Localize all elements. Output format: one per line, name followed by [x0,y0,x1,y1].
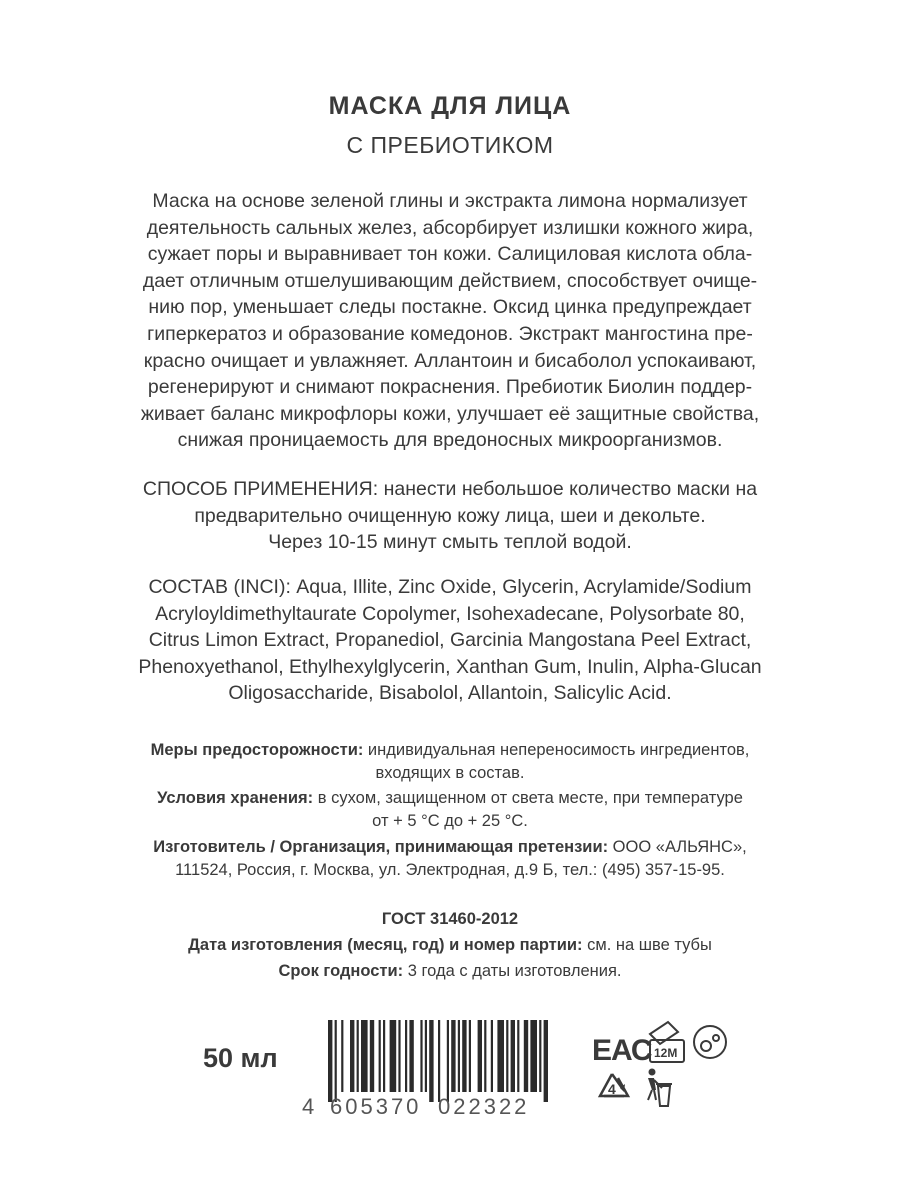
certification-icons [590,1018,750,1118]
barcode-bar [429,1020,433,1102]
manufacturer-label: Изготовитель / Организация, принимающая претензии: [153,838,609,856]
description-line: снижая проницаемость для вредоносных микроорганизмов. [177,429,723,452]
barcode-bar [478,1020,482,1092]
precautions-text-cont: входящих в состав. [375,764,525,782]
description-line: дает отличным отшелушивающим действием, способствует очище- [142,269,758,292]
recycle-icon [600,1074,628,1097]
barcode-bar [511,1020,515,1092]
composition-line: СОСТАВ (INCI): Aqua, Illite, Zinc Oxide, Glycerin, Acrylamide/Sodium [148,576,752,598]
barcode-bar [420,1020,422,1092]
barcode-bar [361,1020,368,1092]
barcode [298,1018,560,1118]
usage-line: предварительно очищенную кожу лица, шеи и декольте. [194,504,706,527]
volume-label: 50 мл [203,1043,278,1073]
eac-text: ЕАС [592,1034,652,1067]
barcode-bar [405,1020,407,1092]
shelf-life-label: Срок годности: [278,962,404,980]
pao-icon [650,1022,684,1062]
barcode-bar [350,1020,354,1092]
description-line: живает баланс микрофлоры кожи, улучшает её защитные свойства, [140,402,760,425]
barcode-bar [335,1020,337,1102]
description-line: нию пор, уменьшает следы постакне. Оксид цинка предупреждает [148,296,752,319]
storage-text: в сухом, защищенном от света месте, при температуре [313,789,743,807]
barcode-bar [458,1020,460,1092]
barcode-bar [506,1020,508,1092]
storage-label: Условия хранения: [157,789,314,807]
barcode-bar [484,1020,486,1092]
manufacturer-address: 111524, Россия, г. Москва, ул. Электродная, д.9 Б, тел.: (495) 357-15-95. [175,861,725,879]
manufacturer-block [80,836,820,882]
description-line: гиперкератоз и образование комедонов. Экстракт мангостина пре- [147,322,753,345]
usage-line: СПОСОБ ПРИМЕНЕНИЯ: нанести небольшое количество маски на [142,478,758,500]
barcode-bar [447,1020,449,1102]
composition-block [100,574,800,707]
description-line: регенерируют и снимают покраснения. Пребиотик Биолин поддер- [147,376,753,399]
usage-line: Через 10-15 минут смыть теплой водой. [268,531,632,554]
cosmetics-icon [694,1026,726,1058]
usage-block [100,476,800,556]
standard-block [80,906,820,984]
storage-block [80,787,820,833]
barcode-bar [451,1020,455,1092]
tidyman-icon [648,1069,672,1107]
storage-text-cont: от + 5 °С до + 25 °С. [372,812,528,830]
manufacturer-text: ООО «АЛЬЯНС», [608,838,747,856]
precautions-label: Меры предосторожности: [150,741,364,759]
barcode-digits-left: 605370 [330,1094,422,1118]
production-date-label: Дата изготовления (месяц, год) и номер партии: [188,936,583,954]
pao-text: 12M [654,1046,678,1060]
composition-line: Citrus Limon Extract, Propanediol, Garcinia Mangostana Peel Extract, [148,629,752,652]
product-title: МАСКА ДЛЯ ЛИЦА [328,92,572,120]
barcode-bar [370,1020,374,1092]
description-line: красно очищает и увлажняет. Аллантоин и бисаболол успокаивают, [143,349,757,372]
composition-line: Oligosaccharide, Bisabolol, Allantoin, Salicylic Acid. [228,682,672,705]
gost-number: ГОСТ 31460-2012 [381,910,519,928]
barcode-bar [524,1020,528,1092]
barcode-bar [357,1020,359,1092]
eac-icon [592,1034,652,1067]
precautions-text: индивидуальная непереносимость ингредиентов, [363,741,750,759]
barcode-bar [491,1020,493,1092]
barcode-bar [341,1020,343,1092]
barcode-bar [438,1020,440,1102]
shelf-life-text: 3 года с даты изготовления. [403,962,622,980]
barcode-bar [328,1020,332,1102]
composition-line: Acryloyldimethyltaurate Copolymer, Isohexadecane, Polysorbate 80, [155,602,745,625]
barcode-bar [539,1020,541,1092]
barcode-bar [390,1020,397,1092]
barcode-bar [462,1020,466,1092]
barcode-digit-first: 4 [302,1094,315,1118]
barcode-bar [497,1020,504,1092]
barcode-bar [398,1020,400,1092]
recycle-code: 4 [608,1081,616,1097]
barcode-bar [469,1020,471,1092]
barcode-bar [425,1020,427,1092]
description-block [100,188,800,454]
description-line: сужает поры и выравнивает тон кожи. Салициловая кислота обла- [147,243,753,266]
barcode-bars [328,1020,548,1102]
barcode-bar [383,1020,385,1092]
description-line: Маска на основе зеленой глины и экстракта лимона нормализует [152,190,748,212]
barcode-bar [517,1020,519,1092]
barcode-bar [544,1020,548,1102]
production-date-text: см. на шве тубы [582,936,712,954]
barcode-bar [530,1020,537,1092]
composition-line: Phenoxyethanol, Ethylhexylglycerin, Xanthan Gum, Inulin, Alpha-Glucan [138,655,762,678]
barcode-bar [379,1020,381,1092]
barcode-bar [409,1020,413,1092]
precautions-block [80,739,820,785]
product-subtitle: С ПРЕБИОТИКОМ [346,132,554,158]
barcode-digits-right: 022322 [438,1094,530,1118]
description-line: деятельность сальных желез, абсорбирует излишки кожного жира, [146,216,754,239]
